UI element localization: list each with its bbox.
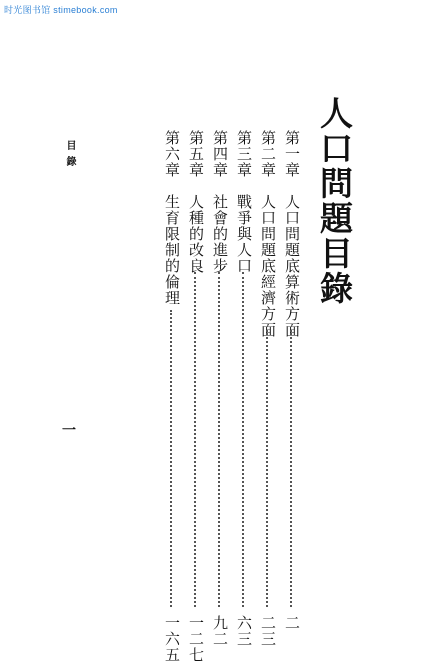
dot-leader bbox=[170, 310, 172, 607]
chapter-title: 人口問題底算術方面 bbox=[283, 194, 301, 338]
chapter-page: 一六五 bbox=[163, 615, 181, 663]
toc-entry-6 bbox=[163, 130, 186, 663]
dot-leader bbox=[242, 272, 244, 607]
chapter-title: 生育限制的倫理 bbox=[163, 194, 181, 306]
chapter-title: 人口問題底經濟方面 bbox=[259, 194, 277, 338]
chapter-title: 人種的改良 bbox=[187, 194, 205, 274]
chapter-number: 第四章 bbox=[211, 130, 229, 178]
toc-entry-4 bbox=[211, 130, 234, 647]
chapter-title: 戰爭與人口 bbox=[235, 194, 253, 274]
chapter-title: 社會的進步 bbox=[211, 194, 229, 274]
page-title: 人口問題目錄 bbox=[315, 96, 354, 306]
watermark: 时光图书馆 stimebook.com bbox=[4, 5, 118, 15]
chapter-page: 二 bbox=[283, 615, 301, 631]
toc-entry-2 bbox=[259, 130, 282, 647]
page-number: 一 bbox=[62, 423, 76, 439]
dot-leader bbox=[290, 330, 292, 607]
chapter-page: 九二 bbox=[211, 615, 229, 647]
chapter-number: 第二章 bbox=[259, 130, 277, 178]
toc-entry-1 bbox=[283, 130, 306, 631]
toc-entry-5 bbox=[187, 130, 210, 663]
dot-leader bbox=[194, 272, 196, 607]
dot-leader bbox=[218, 272, 220, 607]
chapter-page: 六三 bbox=[235, 615, 253, 647]
chapter-page: 二三 bbox=[259, 615, 277, 647]
chapter-number: 第六章 bbox=[163, 130, 181, 178]
running-header: 目錄 bbox=[64, 140, 75, 172]
chapter-number: 第三章 bbox=[235, 130, 253, 178]
chapter-number: 第五章 bbox=[187, 130, 205, 178]
chapter-page: 一二七 bbox=[187, 615, 205, 663]
chapter-number: 第一章 bbox=[283, 130, 301, 178]
toc-entry-3 bbox=[235, 130, 258, 647]
dot-leader bbox=[266, 330, 268, 607]
